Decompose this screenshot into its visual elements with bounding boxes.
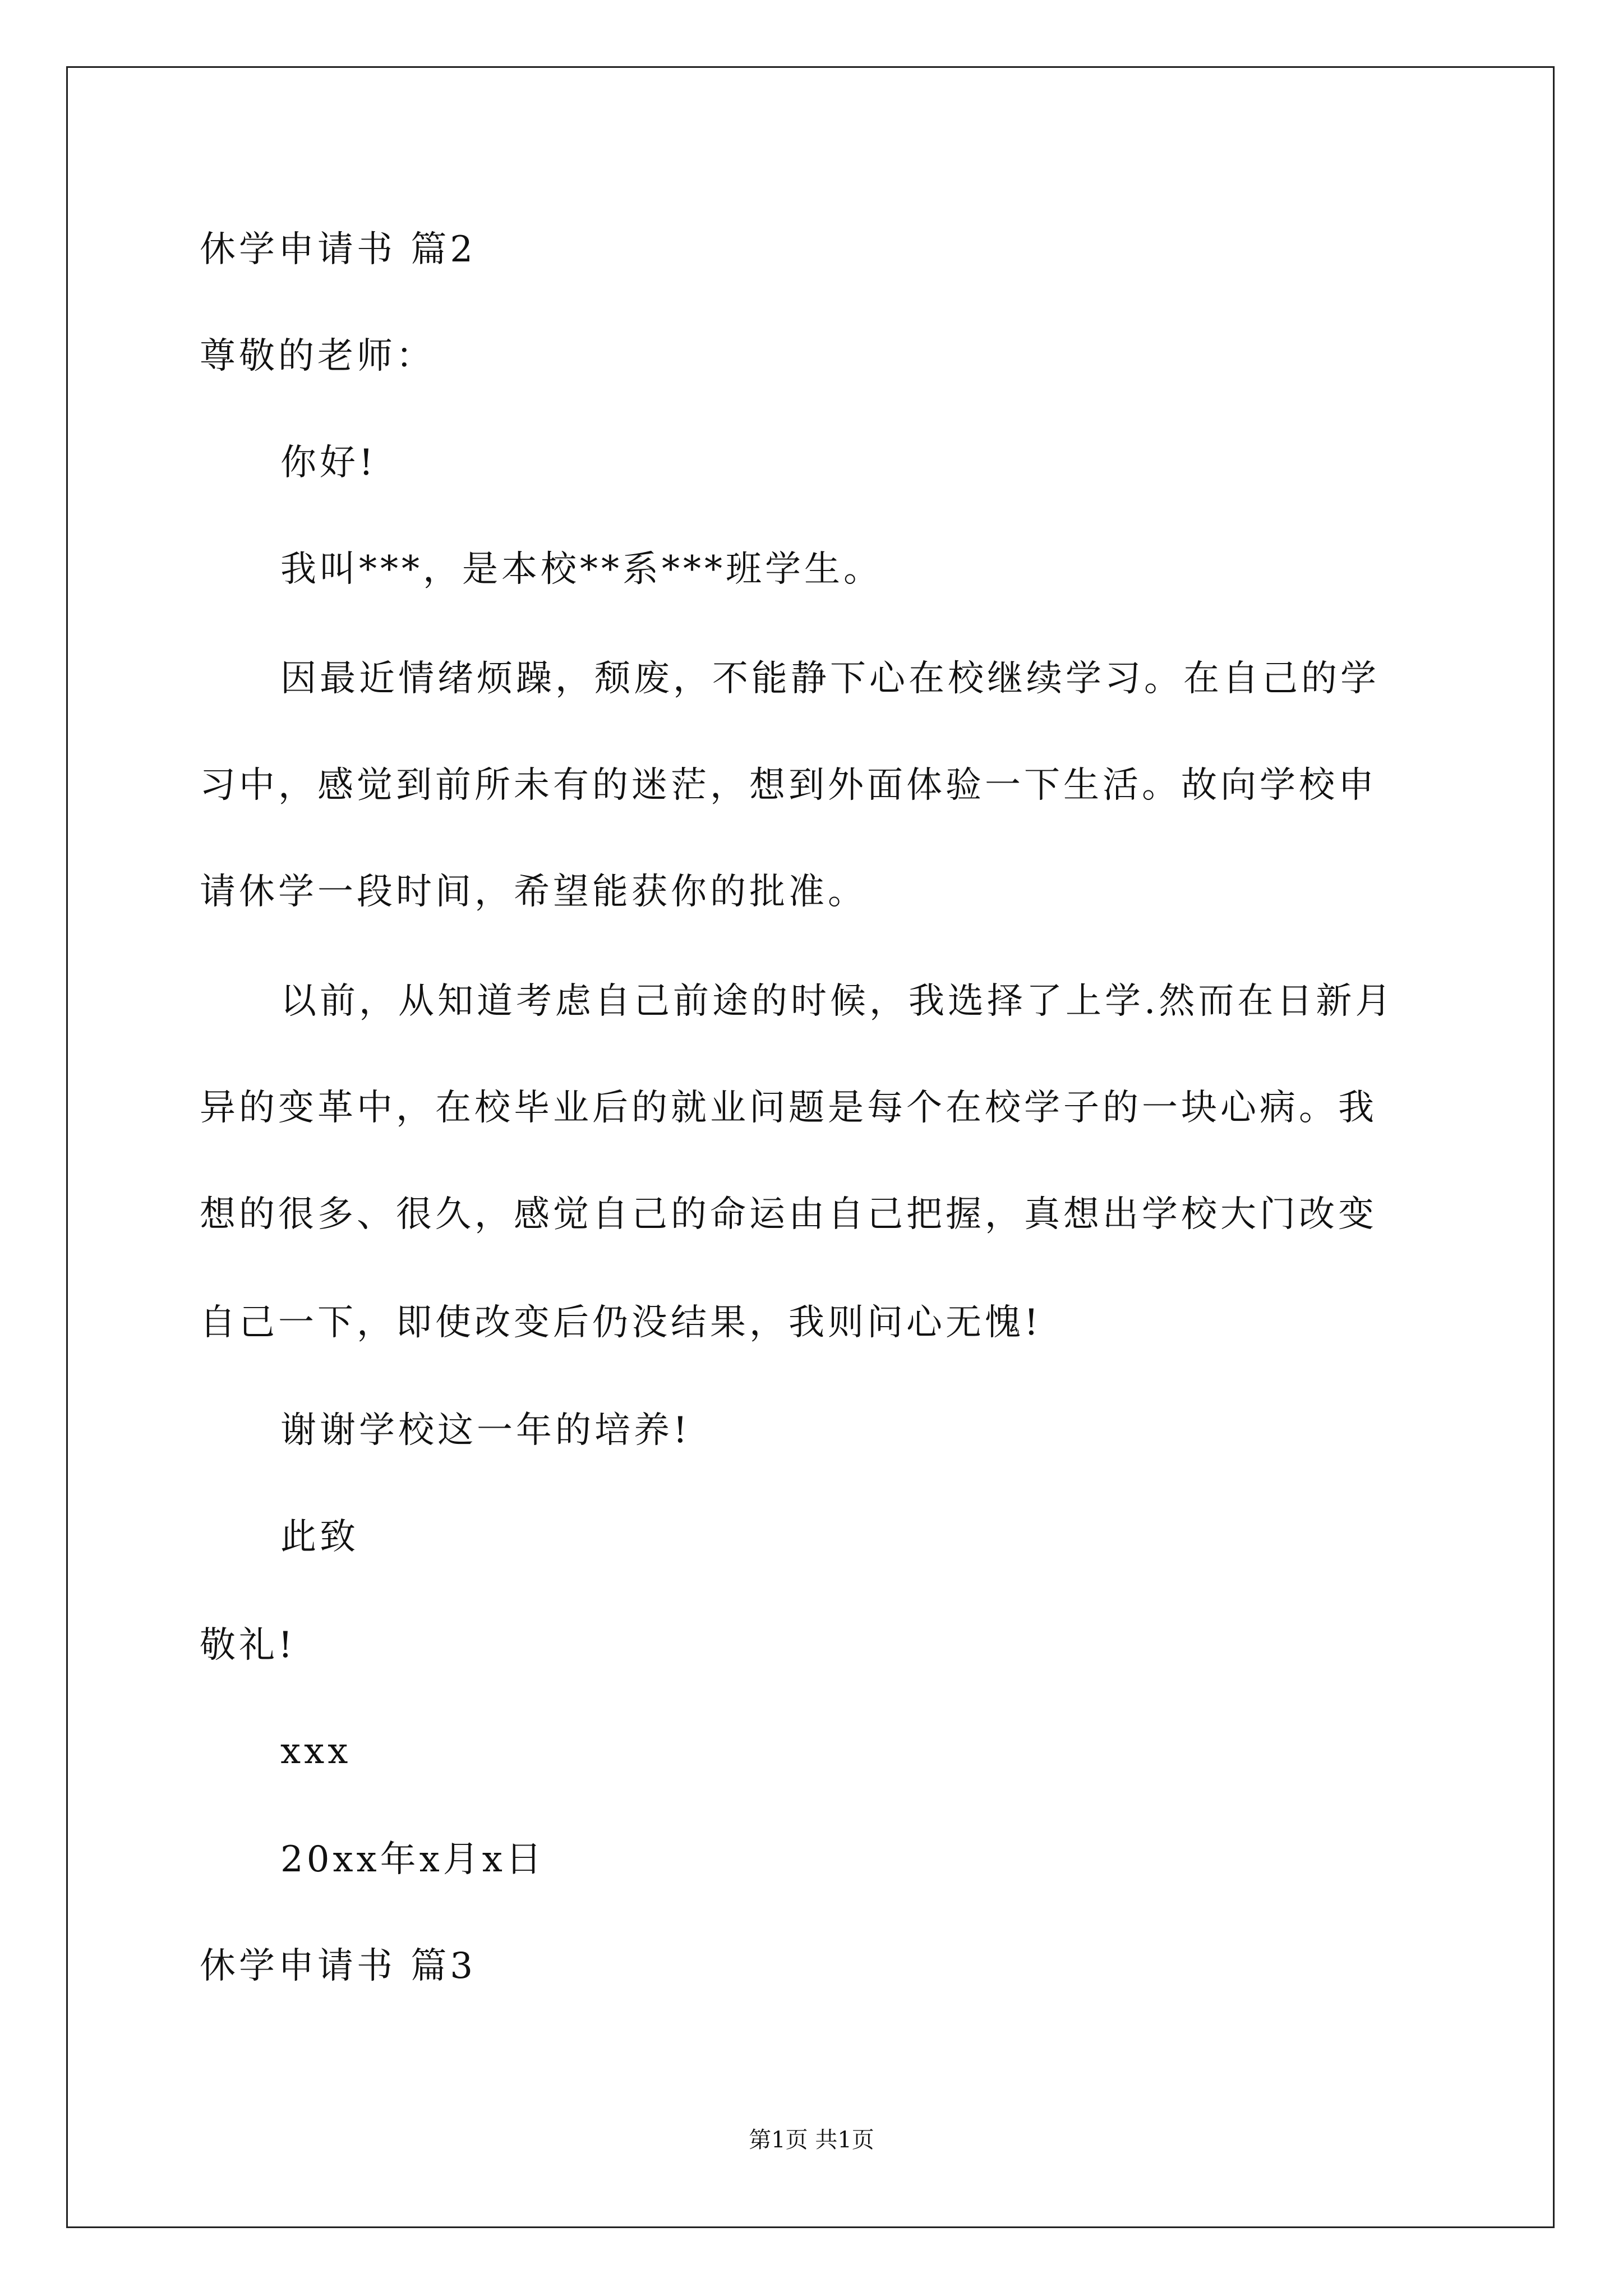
section-heading-2: 休学申请书 篇2: [200, 229, 477, 270]
page-border: [66, 66, 1555, 2228]
closing-line-1: 此致: [280, 1516, 359, 1558]
signature: xxx: [280, 1731, 352, 1772]
date-line: 20xx年x月x日: [280, 1839, 545, 1880]
paragraph-2-line-1: 以前，从知道考虑自己前途的时候，我选择了上学.然而在日新月: [280, 981, 1395, 1022]
closing-line-2: 敬礼!: [200, 1625, 296, 1666]
paragraph-1-line-2: 习中，感觉到前所未有的迷茫，想到外面体验一下生活。故向学校申: [200, 765, 1377, 806]
salutation: 尊敬的老师：: [200, 335, 435, 377]
paragraph-1-line-1: 因最近情绪烦躁，颓废，不能静下心在校继续学习。在自己的学: [280, 658, 1380, 700]
self-introduction: 我叫***，是本校**系***班学生。: [280, 549, 883, 590]
page-footer: 第1页 共1页: [749, 2127, 874, 2153]
paragraph-1-line-3: 请休学一段时间，希望能获你的批准。: [200, 871, 867, 913]
greeting: 你好!: [280, 442, 377, 484]
paragraph-2-line-3: 想的很多、很久，感觉自己的命运由自己把握，真想出学校大门改变: [200, 1194, 1377, 1235]
thanks-line: 谢谢学校这一年的培养!: [280, 1410, 691, 1451]
section-heading-3: 休学申请书 篇3: [200, 1945, 477, 1987]
paragraph-2-line-4: 自己一下，即使改变后仍没结果，我则问心无愧!: [200, 1302, 1042, 1343]
paragraph-2-line-2: 异的变革中，在校毕业后的就业问题是每个在校学子的一块心病。我: [200, 1087, 1377, 1129]
